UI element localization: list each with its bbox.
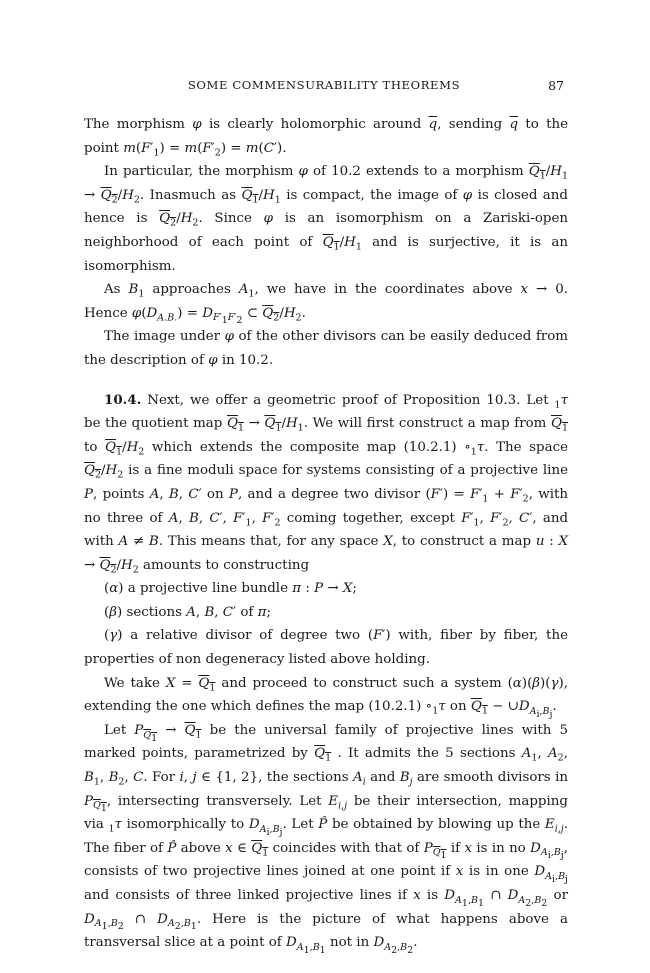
list-item: (γ) a relative divisor of degree two (F′) with, fiber by fiber, the properties of non degeneracy listed above holding. bbox=[84, 628, 568, 668]
paragraph: We take $X = Q_1$ and proceed to construct such a system (α)(β)(γ), extending the one which defines the map (10.2.1) $\circ_1\tau$ on $Q_1$ − $\cup D_{A_i,B_j}$. bbox=[84, 675, 568, 720]
page-number: 87 bbox=[548, 78, 564, 93]
body-text bbox=[84, 113, 568, 955]
running-header bbox=[84, 74, 564, 94]
section-number: 10.4. bbox=[104, 391, 142, 408]
paragraph: Let $P_{Q_1} \to Q_1$ be the universal family of projective lines with 5 marked points, parametrized by $Q_1$ . It admits the 5 sections $A_1$, $A_2$, $B_1$, $B_2$, C. For i, j ∈ {1, 2}, the sections $A_i$ and $B_j$ are smooth divisors in $P_{Q_1}$, intersecting transversely. Let $E_{i,j}$ be their intersection, mapping via $_1$τ isomorphically to $D_{A_i,B_j}$. Let P̂ be obtained by blowing up the $E_{i,j}$. The fiber of P̂ above x ∈ $Q_1$ coincides with that of $P_{Q_1}$ if x is in no $D_{A_i,B_j}$, consists of two projective lines joined at one point if x is in one $D_{A_i,B_j}$ and consists of three linked projective lines if x is $D_{A_1,B_1}$ ∩ $D_{A_2,B_2}$ or $D_{A_1,B_2}$ ∩ $D_{A_2,B_1}$. Here is the picture of what happens above a transversal slice at a point of $D_{A_1,B_1}$ not in $D_{A_2,B_2}$. bbox=[84, 722, 569, 956]
paragraph: As $B_1$ approaches $A_1$, we have in the coordinates above x → 0. Hence $\varphi(D_{A.B.}) = D_{F'_1F'_2}$ ⊂ $Q_2/H_2$. bbox=[84, 282, 568, 327]
paragraph: 10.4. Next, we offer a geometric proof of Proposition 10.3. Let $_1$τ be the quotient map $Q_1 \to Q_1/H_1$. We will first construct a map from $Q_1$ to $Q_1/H_2$ which extends the composite map (10.2.1) $\circ_1\tau$. The space $Q_2/H_2$ is a fine moduli space for systems consisting of a projective line P, points A, B, C′ on P, and a degree two divisor $(F') = F'_1 + F'_2$, with no three of A, B, C′, $F'_1$, $F'_2$ coming together, except $F'_1$, $F'_2$, C′, and with A ≠ B. This means that, for any space X, to construct a map u : $X \to Q_2/H_2$ amounts to constructing bbox=[84, 391, 569, 576]
list-item: (β) sections A, B, C′ of π; bbox=[104, 604, 271, 620]
paragraph: The morphism φ is clearly holomorphic around $\overline{q}$, sending $\overline{q}$ to the point $m(F'_1) = m(F'_2) = m(C')$. bbox=[84, 117, 569, 159]
paragraph: In particular, the morphism φ of 10.2 extends to a morphism $Q_1/H_1 \to Q_2/H_2$. Inasmuch as $Q_1/H_1$ is compact, the image of φ is closed and hence is $Q_2/H_2$. Since φ is an isomorphism on a Zariski-open neighborhood of each point of $Q_1/H_1$ and is surjective, it is an isomorphism. bbox=[84, 164, 569, 274]
paragraph: The image under φ of the other divisors can be easily deduced from the description of φ in 10.2. bbox=[84, 329, 568, 368]
running-title: SOME COMMENSURABILITY THEOREMS bbox=[187, 78, 461, 92]
list-item: (α) a projective line bundle π : P → X; bbox=[104, 581, 357, 597]
